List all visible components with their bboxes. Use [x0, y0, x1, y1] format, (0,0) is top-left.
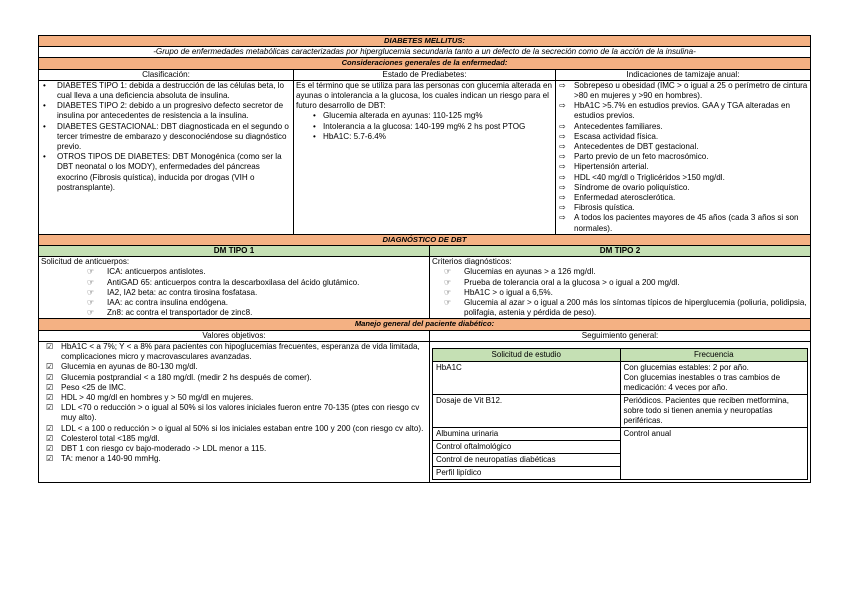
- dm2-intro: Criterios diagnósticos:: [432, 257, 512, 267]
- table-row: [433, 427, 808, 440]
- general-header: Consideraciones generales de la enfermedad:: [39, 58, 811, 69]
- list-item: ☑ Colesterol total <185 mg/dl.: [41, 434, 427, 444]
- dm1-list: [41, 267, 427, 318]
- dm1-cell: [39, 257, 430, 319]
- frequency-line: Control anual: [623, 428, 672, 438]
- list-item: ☑ HbA1C < a 7%; Y < a 8% para pacientes con hipoglucemias frecuentes, esperanza de vida limitada, complicaciones micro y macrovasculares avanzadas.: [41, 342, 427, 362]
- dm2-title: DM TIPO 2: [430, 246, 811, 257]
- list-item: ☞ IA2, IA2 beta: ac contra tirosina fosfatasa.: [87, 288, 427, 298]
- list-item: ☞ HbA1C > o igual a 6,5%.: [444, 288, 808, 298]
- prediabetes-cell: [294, 80, 556, 234]
- list-item: ⇨ Escasa actividad física.: [558, 132, 808, 142]
- list-item: ☑ DBT 1 con riesgo cv bajo-moderado -> LDL menor a 115.: [41, 444, 427, 454]
- table-row: [433, 394, 808, 427]
- list-item: ⇨ Antecedentes de DBT gestacional.: [558, 142, 808, 152]
- list-item: ☞ IAA: ac contra insulina endógena.: [87, 298, 427, 308]
- frequency-line: Periódicos. Pacientes que reciben metformina, sobre todo si tienen anemia y neuropatías periféricas.: [623, 395, 789, 425]
- list-item: ☑ Glucemia en ayunas de 80-130 mg/dl.: [41, 362, 427, 372]
- frequency-cell: [620, 394, 808, 427]
- list-item: ☑ LDL < a 100 o reducción > o igual al 50% si los iniciales estaban entre 100 y 200 (con riesgo cv alto).: [41, 424, 427, 434]
- list-item: ☞ Glucemias en ayunas > a 126 mg/dl.: [444, 267, 808, 277]
- list-item: ⇨ Fibrosis quística.: [558, 203, 808, 213]
- dm2-cell: [430, 257, 811, 319]
- prediabetes-title: Estado de Prediabetes:: [294, 69, 556, 80]
- study-cell: HbA1C: [433, 361, 621, 394]
- list-item: ☞ Glucemia al azar > o igual a 200 más los síntomas típicos de hiperglucemia (poliuria, polidipsia, polifagia, astenia y pérdida de peso).: [444, 298, 808, 318]
- followup-table: [432, 348, 808, 480]
- list-item: ☞ Prueba de tolerancia oral a la glucosa > o igual a 200 mg/dl.: [444, 278, 808, 288]
- definition: -Grupo de enfermedades metabólicas caracterizadas por hiperglucemia secundaria tanto a un defecto de la secreción como de la acción de la insulina-: [39, 47, 811, 58]
- screening-list: [558, 81, 808, 234]
- screening-title: Indicaciones de tamizaje anual:: [556, 69, 811, 80]
- study-cell: Control oftalmológico: [433, 440, 621, 453]
- targets-list: [41, 342, 427, 464]
- list-item: ⇨ Sobrepeso u obesidad (IMC > o igual a 25 o perímetro de cintura >80 en mujeres y >90 en hombres).: [558, 81, 808, 101]
- list-item: ☞ AntiGAD 65: anticuerpos contra la descarboxilasa del ácido glutámico.: [87, 278, 427, 288]
- list-item: • Glucemia alterada en ayunas: 110-125 mg%: [296, 111, 553, 121]
- table-row: [433, 361, 808, 394]
- dm1-intro: Solicitud de anticuerpos:: [41, 257, 130, 267]
- management-header: Manejo general del paciente diabético:: [39, 319, 811, 330]
- classification-list: [41, 81, 291, 193]
- col-header-study: Solicitud de estudio: [433, 348, 621, 361]
- frequency-line: Con glucemias estables: 2 por año.: [623, 362, 749, 372]
- study-cell: Albumina urinaria: [433, 427, 621, 440]
- list-item: ⇨ Parto previo de un feto macrosómico.: [558, 152, 808, 162]
- list-item: ☑ Glucemia postprandial < a 180 mg/dl. (medir 2 hs después de comer).: [41, 373, 427, 383]
- list-item: ⇨ HbA1C >5.7% en estudios previos. GAA y TGA alteradas en estudios previos.: [558, 101, 808, 121]
- classification-cell: [39, 80, 294, 234]
- followup-cell: [430, 341, 811, 482]
- diabetes-summary-table: [38, 35, 811, 483]
- prediabetes-intro: Es el término que se utiliza para las personas con glucemia alterada en ayunas o intolerancia a la glucosa, los cuales indican un riesgo para el futuro desarrollo de DBT:: [296, 80, 552, 111]
- list-item: ☑ Peso <25 de IMC.: [41, 383, 427, 393]
- title: DIABETES MELLITUS:: [39, 36, 811, 47]
- targets-cell: [39, 341, 430, 482]
- dm1-title: DM TIPO 1: [39, 246, 430, 257]
- list-item: ☑ LDL <70 o reducción > o igual al 50% si los valores iniciales fueron entre 70-135 (ptes con riesgo cv muy alto).: [41, 403, 427, 423]
- frequency-cell: [620, 361, 808, 394]
- list-item: ☞ Zn8: ac contra el transportador de zinc8.: [87, 308, 427, 318]
- list-item: • DIABETES TIPO 2: debido a un progresivo defecto secretor de insulina por antecedentes de resistencia a la insulina.: [41, 101, 291, 121]
- list-item: ⇨ Síndrome de ovario poliquístico.: [558, 183, 808, 193]
- list-item: ☞ ICA: anticuerpos antislotes.: [87, 267, 427, 277]
- targets-title: Valores objetivos:: [39, 330, 430, 341]
- list-item: • Intolerancia a la glucosa: 140-199 mg% 2 hs post PTOG: [296, 122, 553, 132]
- list-item: ⇨ Antecedentes familiares.: [558, 122, 808, 132]
- study-cell: Dosaje de Vit B12.: [433, 394, 621, 427]
- list-item: ☑ TA: menor a 140-90 mmHg.: [41, 454, 427, 464]
- list-item: ☑ HDL > 40 mg/dl en hombres y > 50 mg/dl en mujeres.: [41, 393, 427, 403]
- screening-cell: [556, 80, 811, 234]
- list-item: • DIABETES GESTACIONAL: DBT diagnosticada en el segundo o tercer trimestre de embarazo y desconociéndose su diagnóstico previo.: [41, 122, 291, 153]
- dm2-list: [432, 267, 808, 318]
- list-item: ⇨ Enfermedad aterosclerótica.: [558, 193, 808, 203]
- list-item: ⇨ Hipertensión arterial.: [558, 162, 808, 172]
- list-item: ⇨ A todos los pacientes mayores de 45 años (cada 3 años si son normales).: [558, 213, 808, 233]
- frequency-line: Con glucemias inestables o tras cambios de medicación: 4 veces por año.: [623, 372, 781, 392]
- list-item: • DIABETES TIPO 1: debida a destrucción de las células beta, lo cual lleva a una deficiencia absoluta de insulina.: [41, 81, 291, 101]
- frequency-cell: [620, 427, 808, 479]
- classification-title: Clasificación:: [39, 69, 294, 80]
- list-item: • OTROS TIPOS DE DIABETES: DBT Monogénica (como ser la DBT neonatal o los MODY), enfermedades del páncreas exocrino (Fibrosis quística), inducida por drogas (VIH o postransplante).: [41, 152, 291, 193]
- col-header-frequency: Frecuencia: [620, 348, 808, 361]
- study-cell: Control de neuropatías diabéticas: [433, 453, 621, 466]
- prediabetes-list: [296, 111, 553, 142]
- document: [38, 35, 810, 483]
- study-cell: Perfil lipídico: [433, 466, 621, 479]
- followup-title: Seguimiento general:: [430, 330, 811, 341]
- list-item: ⇨ HDL <40 mg/dl o Triglicéridos >150 mg/dl.: [558, 173, 808, 183]
- diagnosis-header: DIAGNÓSTICO DE DBT: [39, 234, 811, 245]
- list-item: • HbA1C: 5.7-6.4%: [296, 132, 553, 142]
